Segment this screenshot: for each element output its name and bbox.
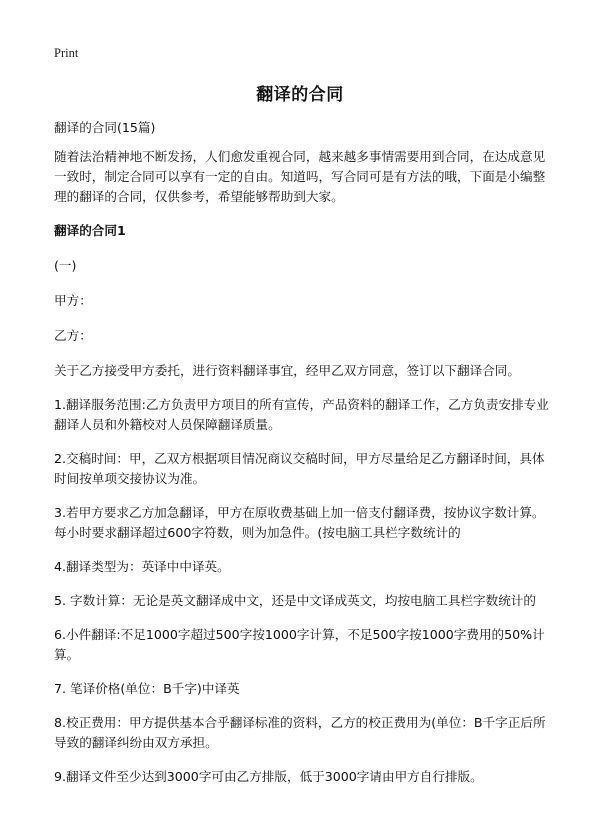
- intro-paragraph: 随着法治精神地不断发扬，人们愈发重视合同，越来越多事情需要用到合同，在达成意见一致时，制定合同可以享有一定的自由。知道吗，写合同可是有方法的哦，下面是小编整理的翻译的合同，仅供参考，希望能够帮助到大家。: [54, 149, 546, 204]
- part-label: (一): [54, 258, 77, 273]
- contract-item: 6.小件翻译:不足1000字超过500字按1000字计算，不足500字按1000字费用的50%计算。: [54, 627, 545, 662]
- contract-item: 5. 字数计算：无论是英文翻译成中文，还是中文译成英文，均按电脑工具栏字数统计的: [54, 593, 536, 608]
- contract-item: 8.校正费用：甲方提供基本合乎翻译标准的资料，乙方的校正费用为(单位：B千字正后所导致的翻译纠纷由双方承担。: [54, 715, 546, 750]
- contract-item: 3.若甲方要求乙方加急翻译，甲方在原收费基础上加一倍支付翻译费，按协议字数计算。每小时要求翻译超过600字符数，则为加急件。(按电脑工具栏字数统计的: [54, 505, 545, 540]
- document-subtitle: 翻译的合同(15篇): [54, 120, 156, 135]
- document-title: 翻译的合同: [256, 85, 344, 105]
- preamble-paragraph: 关于乙方接受甲方委托，进行资料翻译事宜，经甲乙双方同意，签订以下翻译合同。: [54, 363, 520, 378]
- contract-item: 1.翻译服务范围:乙方负责甲方项目的所有宣传，产品资料的翻译工作，乙方负责安排专业翻译人员和外籍校对人员保障翻译质量。: [54, 397, 549, 432]
- contract-item: 2.交稿时间：甲，乙双方根据项目情况商议交稿时间，甲方尽量给足乙方翻译时间，具体时间按单项交接协议为准。: [54, 451, 545, 486]
- contract-item: 7. 笔译价格(单位：B千字)中译英: [54, 681, 240, 696]
- contract-item: 4.翻译类型为：英译中中译英。: [54, 559, 230, 574]
- print-label: Print: [54, 46, 79, 60]
- section-heading: 翻译的合同1: [54, 223, 126, 238]
- document-body: [54, 118, 554, 801]
- contract-item: 9.翻译文件至少达到3000字可由乙方排版，低于3000字请由甲方自行排版。: [54, 769, 483, 784]
- party-b-label: 乙方：: [54, 328, 92, 343]
- party-a-label: 甲方：: [54, 293, 92, 308]
